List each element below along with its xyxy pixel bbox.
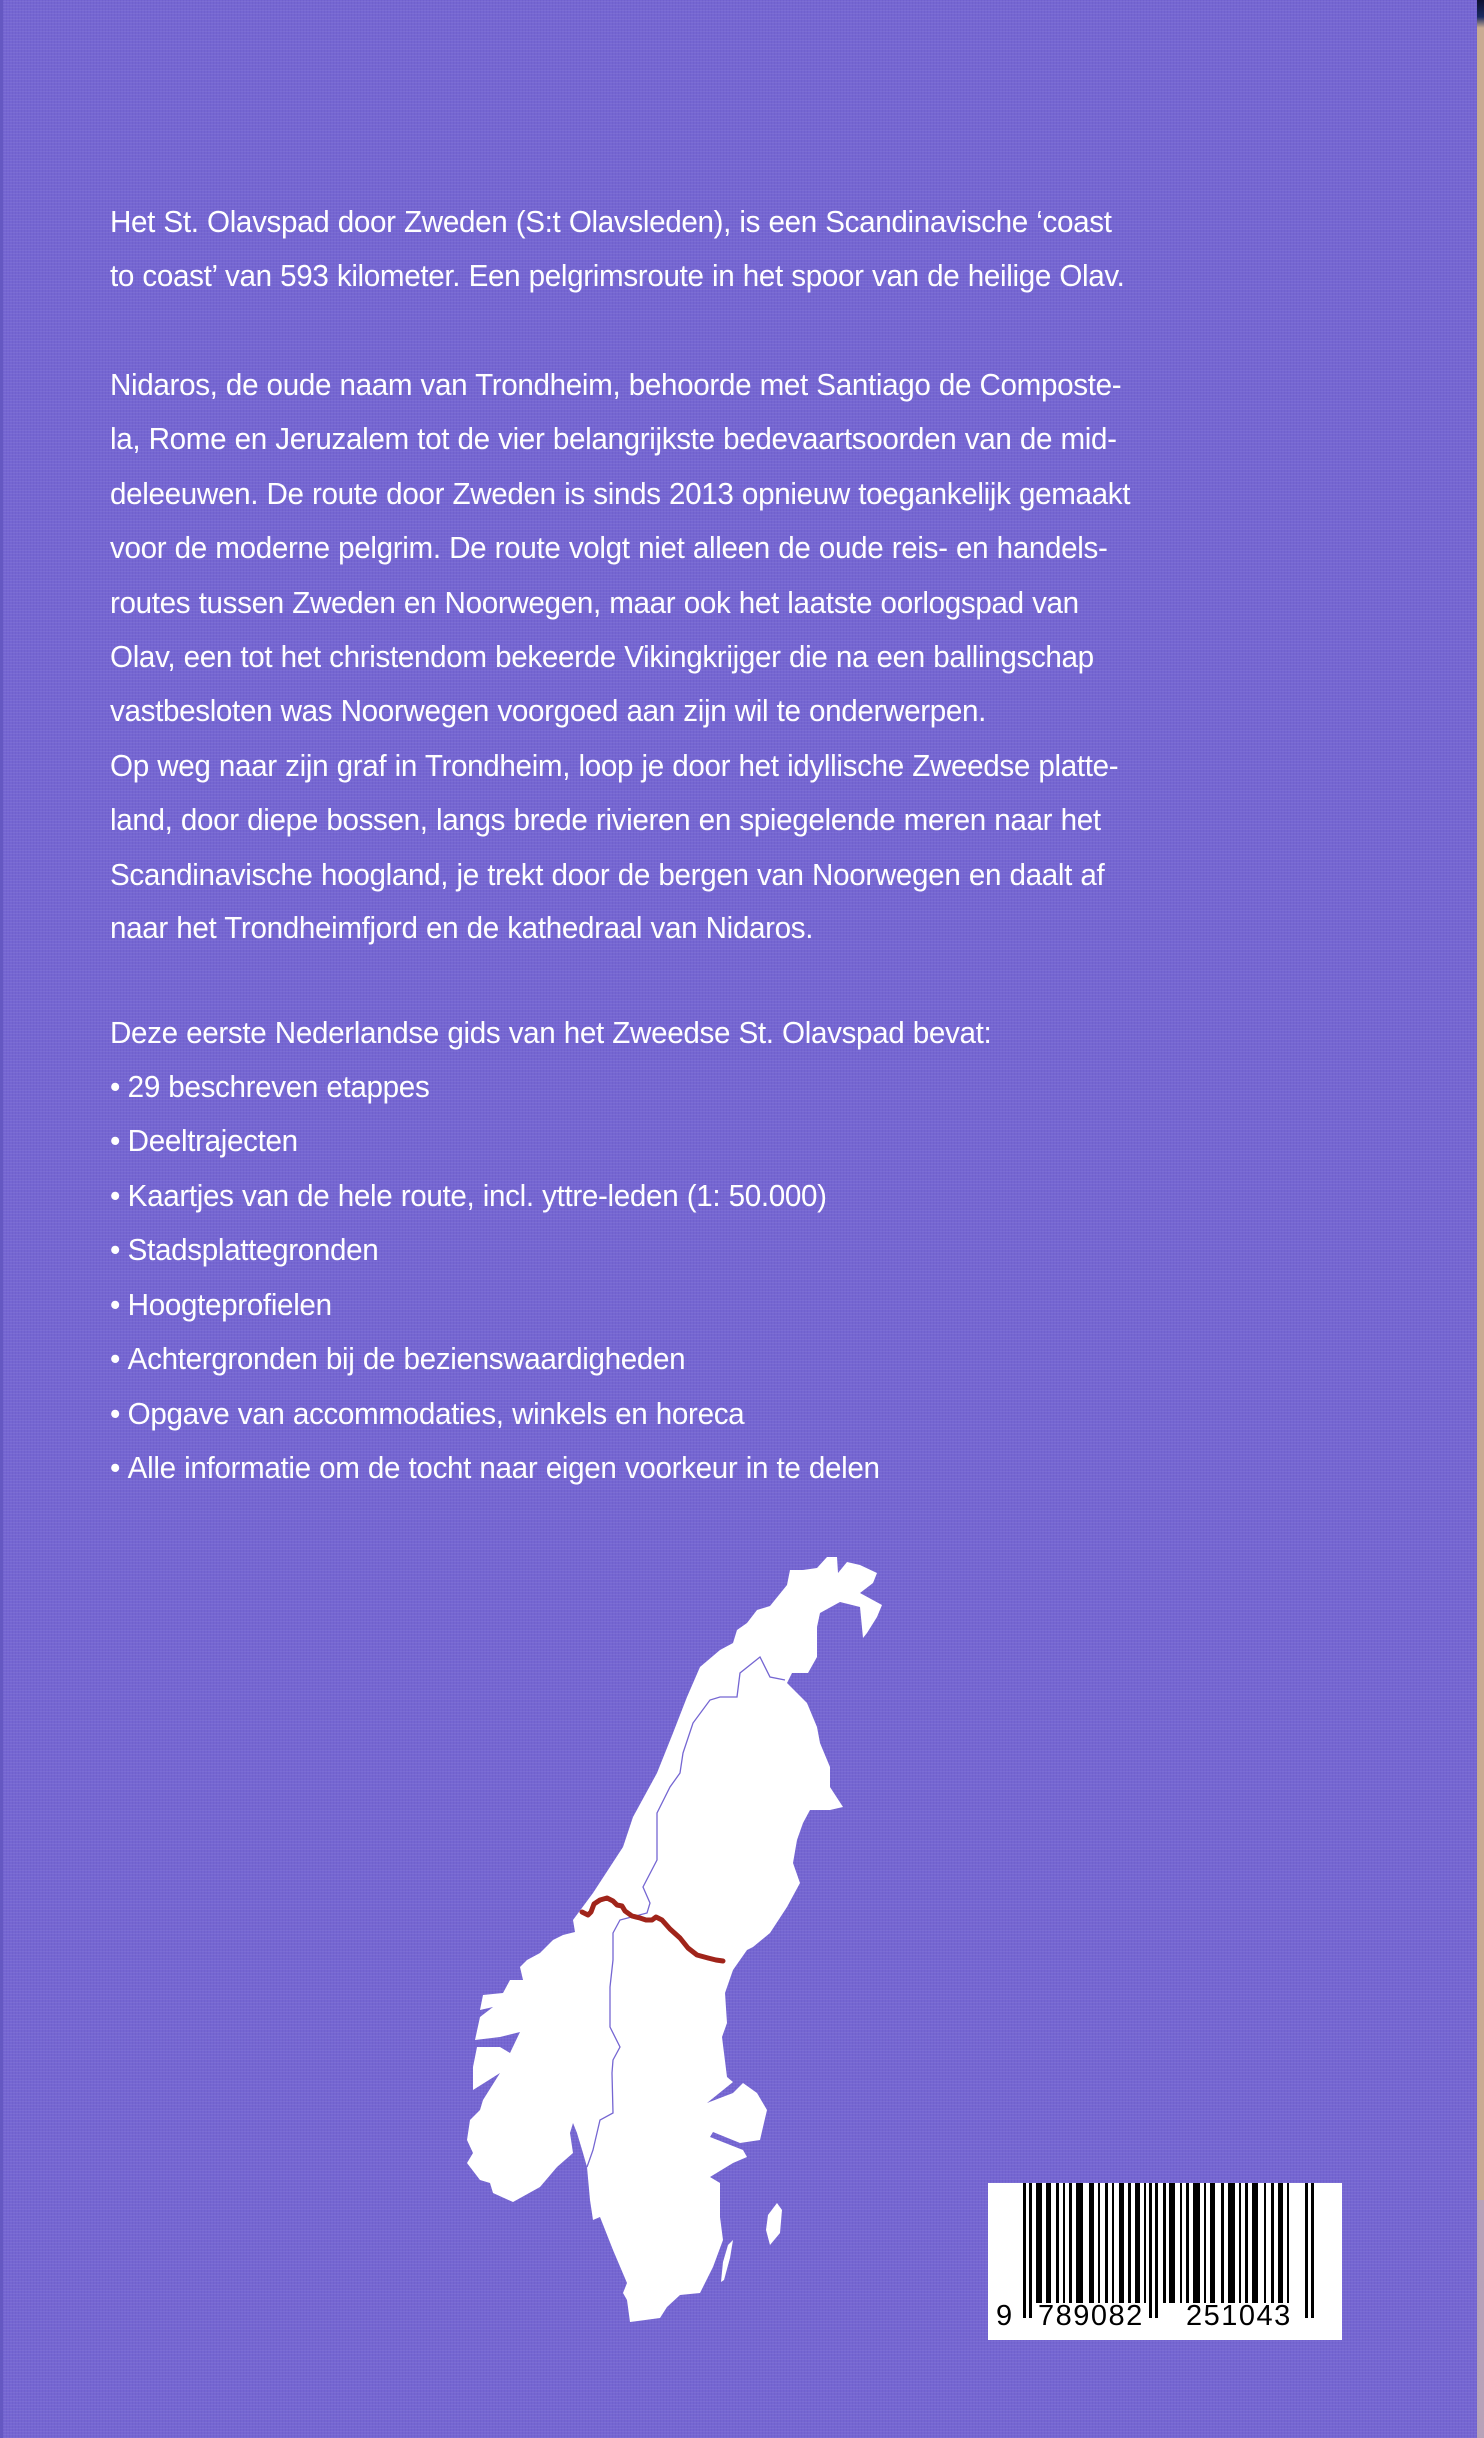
contents-item-label: Kaartjes van de hele route, incl. yttre-leden (1: 50.000)	[127, 1178, 827, 1213]
scandinavia-map	[440, 1540, 900, 2340]
bullet-icon: •	[110, 1069, 121, 1104]
page-edge-lower	[1477, 2200, 1484, 2438]
isbn-digits-right: 251043	[1186, 2300, 1292, 2332]
bullet-icon: •	[110, 1178, 121, 1213]
isbn-digits-left: 789082	[1038, 2300, 1144, 2332]
page-edge-corner	[1477, 0, 1484, 28]
bullet-icon: •	[110, 1396, 121, 1431]
contents-item-label: Deeltrajecten	[127, 1123, 298, 1158]
oland-island	[721, 2240, 733, 2282]
contents-item	[110, 1398, 744, 1429]
gotland-island	[766, 2203, 782, 2245]
contents-item-label: Achtergronden bij de bezienswaardigheden	[127, 1341, 686, 1376]
bullet-icon: •	[110, 1450, 121, 1485]
intro-line: to coast’ van 593 kilometer. Een pelgrimsroute in het spoor van de heilige Olav.	[110, 258, 1125, 293]
history-line: Op weg naar zijn graf in Trondheim, loop je door het idyllische Zweedse platte-	[110, 748, 1119, 783]
contents-item-label: Hoogteprofielen	[127, 1287, 332, 1322]
contents-item-label: Stadsplattegronden	[127, 1232, 379, 1267]
bullet-icon: •	[110, 1341, 121, 1376]
history-line: Nidaros, de oude naam van Trondheim, behoorde met Santiago de Composte-	[110, 367, 1122, 402]
history-line: vastbesloten was Noorwegen voorgoed aan zijn wil te onderwerpen.	[110, 693, 987, 728]
contents-item	[110, 1125, 298, 1156]
contents-item	[110, 1234, 378, 1265]
history-line: Olav, een tot het christendom bekeerde Vikingkrijger die na een ballingschap	[110, 639, 1094, 674]
bullet-icon: •	[110, 1232, 121, 1267]
bullet-icon: •	[110, 1123, 121, 1158]
contents-item	[110, 1180, 827, 1211]
history-line: routes tussen Zweden en Noorwegen, maar ook het laatste oorlogspad van	[110, 585, 1079, 620]
contents-item	[110, 1289, 332, 1320]
contents-item-label: 29 beschreven etappes	[127, 1069, 430, 1104]
contents-item	[110, 1343, 685, 1374]
history-line: la, Rome en Jeruzalem tot de vier belangrijkste bedevaartsoorden van de mid-	[110, 421, 1117, 456]
landmass	[467, 1557, 882, 2322]
history-line: voor de moderne pelgrim. De route volgt niet alleen de oude reis- en handels-	[110, 530, 1108, 565]
page-edge	[1477, 0, 1484, 2438]
bullet-icon: •	[110, 1287, 121, 1322]
history-line: land, door diepe bossen, langs brede rivieren en spiegelende meren naar het	[110, 802, 1101, 837]
contents-heading: Deze eerste Nederlandse gids van het Zweedse St. Olavspad bevat:	[110, 1015, 992, 1050]
contents-item-label: Opgave van accommodaties, winkels en horeca	[127, 1396, 745, 1431]
isbn-first-digit: 9	[996, 2300, 1014, 2332]
history-line: naar het Trondheimfjord en de kathedraal van Nidaros.	[110, 910, 814, 945]
intro-line: Het St. Olavspad door Zweden (S:t Olavsleden), is een Scandinavische ‘coast	[110, 204, 1112, 239]
history-line: Scandinavische hoogland, je trekt door de bergen van Noorwegen en daalt af	[110, 857, 1105, 892]
contents-item-label: Alle informatie om de tocht naar eigen voorkeur in te delen	[127, 1450, 880, 1485]
contents-item	[110, 1071, 429, 1102]
history-line: deleeuwen. De route door Zweden is sinds 2013 opnieuw toegankelijk gemaakt	[110, 476, 1131, 511]
contents-item	[110, 1452, 880, 1483]
isbn-barcode	[988, 2183, 1342, 2340]
cover-left-edge	[0, 0, 3, 2438]
